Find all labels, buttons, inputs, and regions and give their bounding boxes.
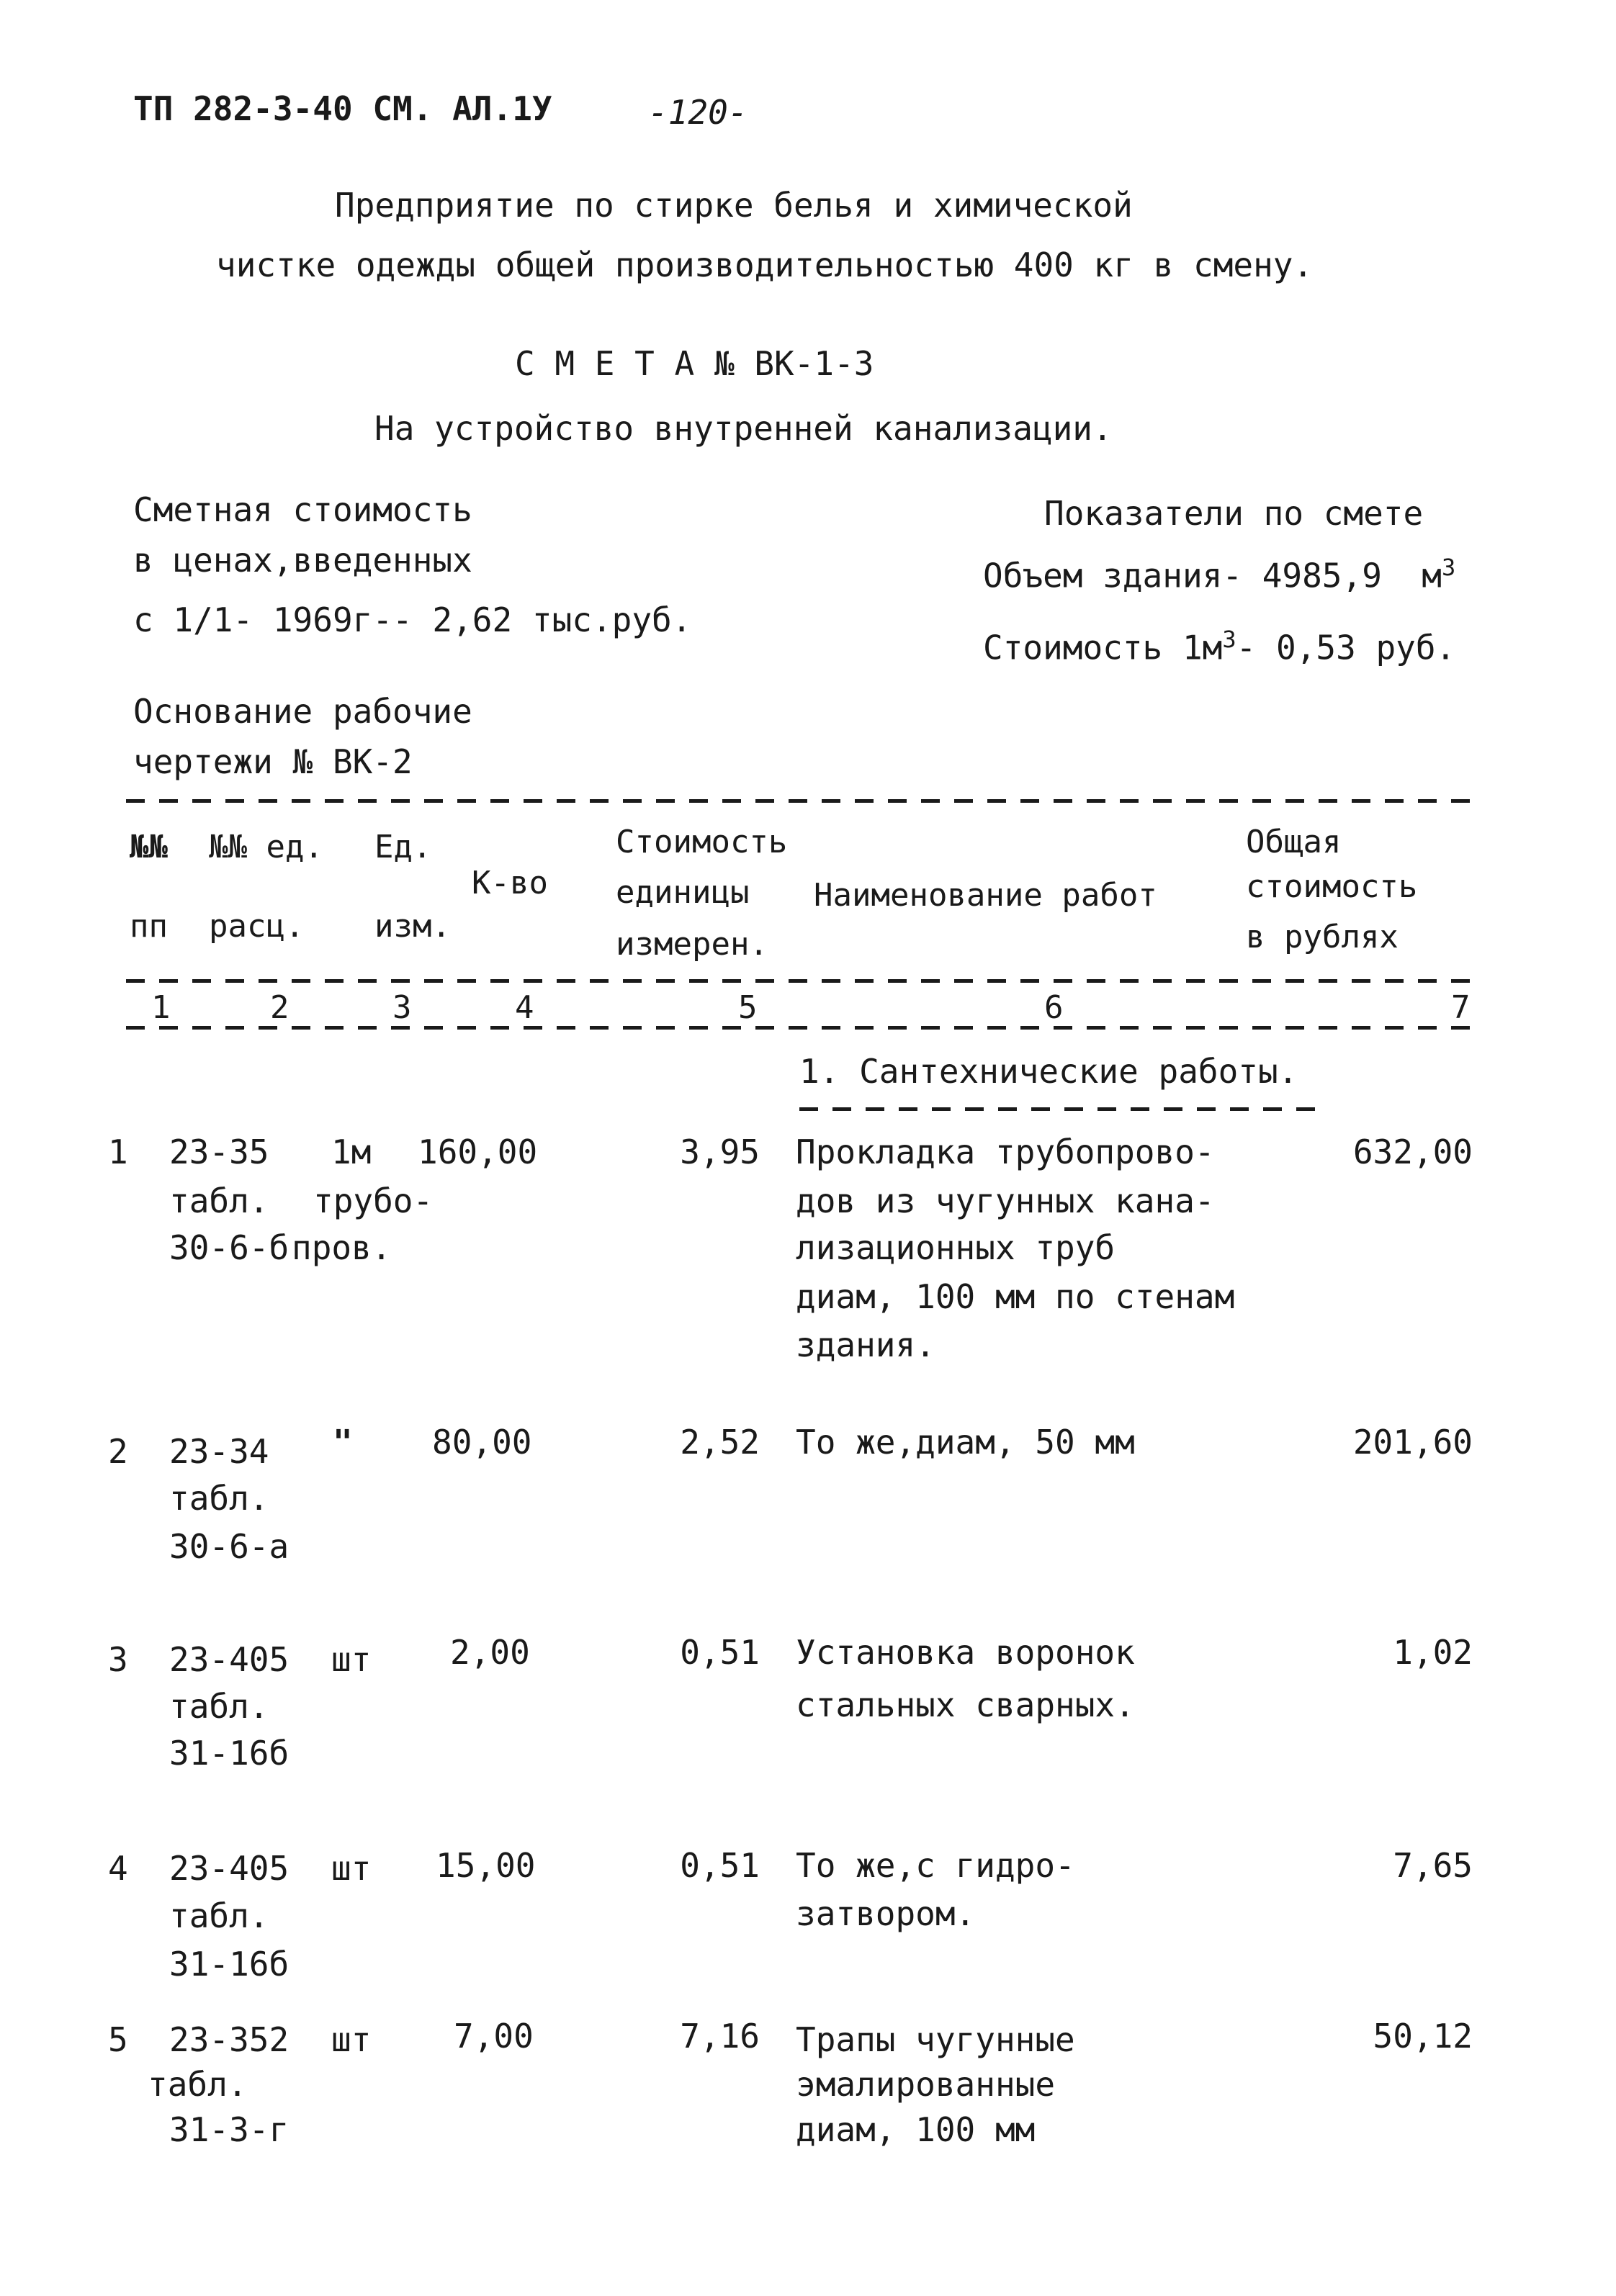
unit-line-3: пров. [292, 1228, 392, 1267]
rate-table: табл. [169, 1687, 269, 1726]
basis-line-1: Основание рабочие [133, 692, 472, 731]
total-cost: 1,02 [1393, 1633, 1473, 1672]
col-6-header: Наименование работ [814, 877, 1157, 914]
col-2-header-a: №№ ед. [209, 829, 323, 865]
indicators-title: Показатели по смете [1044, 494, 1424, 533]
col-5-header-a: Стоимость [616, 824, 788, 860]
rate-code: 23-35 [169, 1133, 269, 1171]
section-underline [799, 1107, 1318, 1111]
unit-price: 0,51 [680, 1633, 760, 1672]
work-name-line: диам, 100 мм [796, 2110, 1036, 2149]
work-name-line: стальных сварных. [796, 1685, 1135, 1724]
quantity: 2,00 [450, 1633, 530, 1672]
quantity: 80,00 [432, 1423, 532, 1462]
basis-line-2: чертежи № ВК-2 [133, 742, 413, 781]
rate-table-ref: 31-3-г [169, 2110, 289, 2149]
rate-code: 23-405 [169, 1849, 289, 1888]
work-name-line: Трапы чугунные [796, 2020, 1075, 2059]
col-7-header-b: стоимость [1246, 868, 1418, 905]
unit: шт [331, 2020, 372, 2059]
quantity: 7,00 [454, 2017, 534, 2056]
rate-table: табл. [169, 1181, 269, 1220]
unit-price: 7,16 [680, 2017, 760, 2056]
total-cost: 7,65 [1393, 1846, 1473, 1885]
total-cost: 50,12 [1373, 2017, 1473, 2056]
row-number: 5 [108, 2020, 128, 2059]
enterprise-line-2: чистке одежды общей производительностью 400 кг в смену. [216, 246, 1314, 284]
work-name-line: лизационных труб [796, 1228, 1116, 1267]
enterprise-line-1: Предприятие по стирке белья и химической [335, 186, 1133, 225]
building-volume: Объем здания- 4985,9 $м^3$ [983, 554, 1456, 595]
work-name-line: дов из чугунных кана- [796, 1181, 1215, 1220]
unit: шт [331, 1640, 372, 1679]
unit: шт [331, 1849, 372, 1888]
col-1-header-a: №№ [130, 829, 168, 865]
section-title: 1. Сантехнические работы. [799, 1052, 1298, 1091]
estimate-subtitle: На устройство внутренней канализации. [374, 409, 1113, 448]
rate-table-ref: 30-6-б [169, 1228, 289, 1267]
work-name-line: Прокладка трубопрово- [796, 1133, 1215, 1171]
col-7-header-a: Общая [1246, 824, 1342, 860]
total-cost: 632,00 [1352, 1133, 1473, 1171]
unit-cost: Стоимость $1м^3-$ 0,53 руб. [983, 626, 1456, 667]
work-name-line: диам, 100 мм по стенам [796, 1277, 1235, 1316]
col-7-header-c: в рублях [1246, 919, 1399, 955]
col-1-header-b: пп [130, 908, 168, 945]
unit-line-2: трубо- [313, 1181, 434, 1220]
col-3-header-b: изм. [374, 908, 451, 945]
col-number-1: 1 [151, 989, 171, 1026]
unit: " [333, 1423, 353, 1462]
cost-line-2: в ценах,введенных [133, 541, 472, 580]
work-name-line: затвором. [796, 1894, 976, 1933]
col-number-7: 7 [1451, 989, 1471, 1026]
unit-price: 3,95 [680, 1133, 760, 1171]
col-3-header-a: Ед. [374, 829, 432, 865]
rate-table-ref: 31-16б [169, 1945, 289, 1984]
work-name-line: То же,с гидро- [796, 1846, 1075, 1885]
page-number: -120- [648, 93, 748, 132]
quantity: 15,00 [436, 1846, 536, 1885]
col-number-5: 5 [738, 989, 758, 1026]
document-code: ТП 282-3-40 СМ. АЛ.1У [133, 89, 552, 128]
rate-table: табл. [169, 1479, 269, 1518]
cost-line-1: Сметная стоимость [133, 490, 472, 529]
total-cost: 201,60 [1352, 1423, 1473, 1462]
rate-code: 23-352 [169, 2020, 289, 2059]
col-5-header-b: единицы [616, 874, 750, 911]
rate-code: 23-405 [169, 1640, 289, 1679]
unit-price: 2,52 [680, 1423, 760, 1462]
rate-table-ref: 30-6-а [169, 1527, 289, 1566]
col-number-3: 3 [392, 989, 412, 1026]
rate-table: табл. [169, 1896, 269, 1935]
row-number: 2 [108, 1432, 128, 1471]
work-name-line: Установка воронок [796, 1633, 1135, 1672]
row-number: 3 [108, 1640, 128, 1679]
col-number-2: 2 [270, 989, 289, 1026]
col-4-header: К-во [472, 865, 548, 901]
col-2-header-b: расц. [209, 908, 305, 945]
cost-line-3: с 1/1- 1969г-- 2,62 тыс.руб. [133, 600, 692, 639]
rate-code: 23-34 [169, 1432, 269, 1471]
unit-price: 0,51 [680, 1846, 760, 1885]
table-top-rule [126, 799, 1480, 803]
work-name-line: эмалированные [796, 2065, 1056, 2104]
row-number: 1 [108, 1133, 128, 1171]
rate-table: табл. [148, 2065, 248, 2104]
column-number-rule [126, 1026, 1480, 1030]
work-name-line: здания. [796, 1325, 935, 1364]
unit: 1м [331, 1133, 372, 1171]
header-rule [126, 979, 1480, 983]
col-5-header-c: измерен. [616, 926, 768, 963]
quantity: 160,00 [418, 1133, 538, 1171]
row-number: 4 [108, 1849, 128, 1888]
rate-table-ref: 31-16б [169, 1734, 289, 1773]
work-name-line: То же,диам, 50 мм [796, 1423, 1135, 1462]
col-number-6: 6 [1044, 989, 1064, 1026]
estimate-title: С М Е Т А № ВК-1-3 [515, 344, 874, 383]
col-number-4: 4 [515, 989, 534, 1026]
